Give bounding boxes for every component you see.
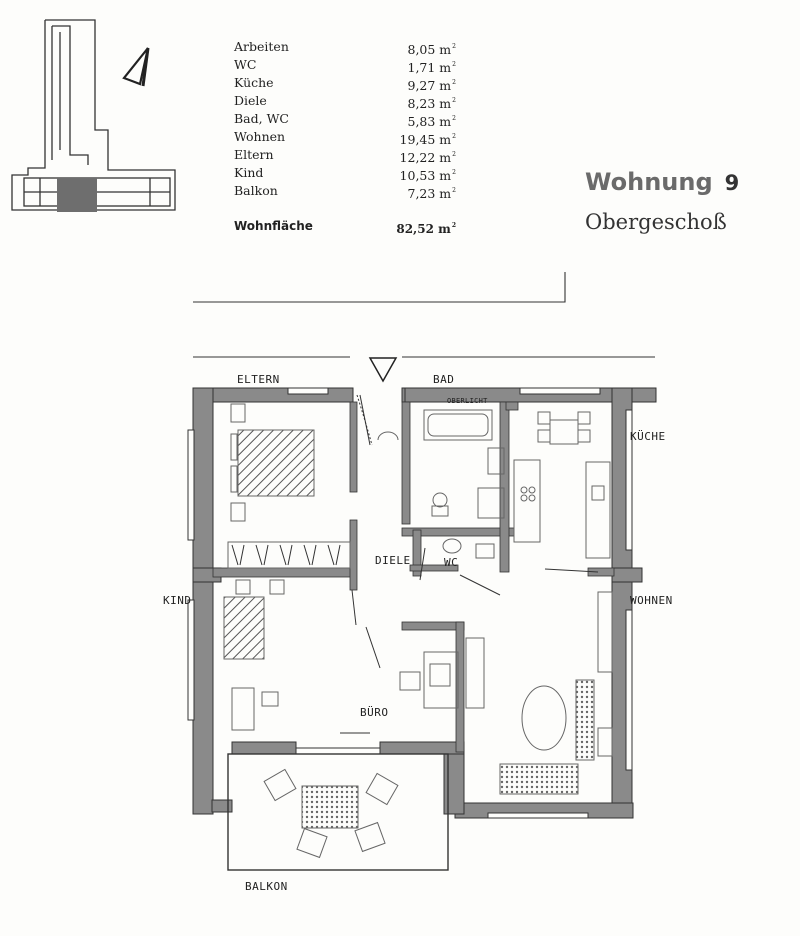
area-room: Diele [234, 93, 267, 108]
room-label-kind: KIND [163, 594, 192, 607]
total-label: Wohnfläche [234, 219, 313, 233]
apartment-number: 9 [724, 171, 740, 195]
area-room: Balkon [234, 183, 278, 198]
room-label-wc: WC [444, 556, 459, 569]
area-value: 9,27 $m^2$ [407, 78, 456, 93]
sofa [576, 680, 594, 760]
entrance-marker-icon [370, 358, 396, 381]
area-value: 10,53 $m^2$ [399, 168, 456, 183]
apartment-floor: Obergeschoß [585, 210, 727, 234]
room-label-bad: BAD [433, 373, 455, 386]
area-room: Eltern [234, 147, 274, 162]
apartment-title: Wohnung 9 [585, 168, 740, 196]
room-label-diele: DIELE [375, 554, 411, 567]
area-value: 1,71 $m^2$ [407, 60, 456, 75]
kitchen-counter [514, 460, 540, 542]
area-value: 8,05 $m^2$ [407, 42, 456, 57]
total-value: 82,52 $m^2$ [396, 222, 456, 236]
toilet [433, 493, 447, 507]
area-room: Arbeiten [234, 39, 289, 54]
area-value: 7,23 $m^2$ [407, 186, 456, 201]
area-room: WC [234, 57, 257, 72]
area-value: 5,83 $m^2$ [407, 114, 456, 129]
double-bed [238, 430, 314, 496]
room-label-buro: BÜRO [360, 706, 389, 719]
area-value: 19,45 $m^2$ [399, 132, 456, 147]
office-desk [424, 652, 458, 708]
room-label-wohnen: WOHNEN [630, 594, 673, 607]
single-bed [224, 597, 264, 659]
area-room: Bad, WC [234, 111, 289, 126]
room-label-balkon: BALKON [245, 880, 288, 893]
room-label-eltern: ELTERN [237, 373, 280, 386]
area-room: Wohnen [234, 129, 286, 144]
sofa-bottom [500, 764, 578, 794]
area-value: 12,22 $m^2$ [399, 150, 456, 165]
wardrobe [228, 542, 350, 568]
dining-table [522, 686, 566, 750]
area-value: 8,23 $m^2$ [407, 96, 456, 111]
furniture [224, 404, 612, 857]
room-label-oberlicht: OBERLICHT [447, 397, 488, 405]
dimension-lines [193, 272, 655, 357]
area-room: Küche [234, 75, 274, 90]
area-room: Kind [234, 165, 264, 180]
room-label-kueche: KÜCHE [630, 430, 666, 443]
kitchen-table [550, 420, 578, 444]
balcony-table [302, 786, 358, 828]
